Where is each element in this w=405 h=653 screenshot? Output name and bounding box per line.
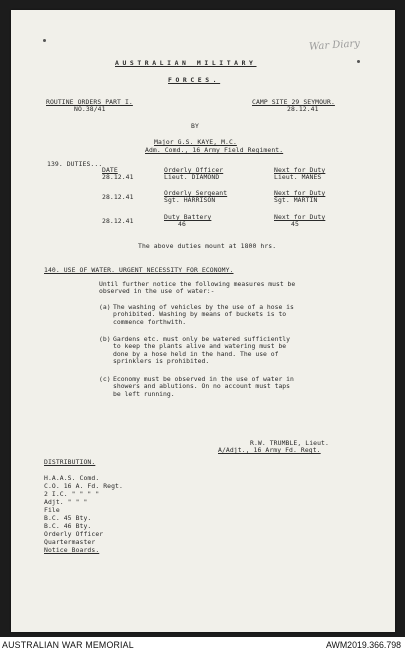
section-140-intro: Until further notice the following measures must be observed in the use of water:- (99, 280, 296, 296)
orders-date: 28.12.41 (287, 105, 319, 113)
item-marker: (a) (99, 303, 111, 311)
duty-row-next: Sgt. MARTIN (274, 196, 318, 204)
section-140-heading: 140. USE OF WATER. URGENT NECESSITY FOR ECONOMY. (44, 266, 234, 274)
duty-row-name: 46 (178, 220, 186, 228)
signature-appointment: A/Adjt., 16 Army Fd. Regt. (218, 446, 321, 454)
item-text: Economy must be observed in the use of water in showers and ablutions. On no account must taps be left running. (113, 375, 294, 398)
distribution-heading: DISTRIBUTION. (44, 458, 96, 466)
punch-hole-mark (43, 39, 46, 42)
distribution-entry: B.C. 46 Bty. (44, 522, 92, 530)
duty-row-name: Lieut. DIAMOND (164, 173, 220, 181)
handwritten-note: War Diary (308, 38, 361, 53)
distribution-entry: B.C. 45 Bty. (44, 514, 92, 522)
column-date: DATE (102, 166, 118, 174)
column-duty-battery: Duty Battery (164, 213, 212, 221)
column-next-for-duty: Next for Duty (274, 189, 326, 197)
distribution-entry: File (44, 506, 60, 514)
column-orderly-sergeant: Orderly Sergeant (164, 189, 228, 197)
distribution-entry: Notice Boards. (44, 546, 100, 554)
duties-footnote: The above duties mount at 1800 hrs. (138, 242, 277, 250)
duty-row-date: 28.12.41 (102, 193, 134, 201)
footer-accession-number: AWM2019.366.798 (326, 640, 401, 650)
duty-row-next: 45 (291, 220, 299, 228)
orders-title: ROUTINE ORDERS PART I. (46, 98, 133, 106)
duty-row-next: Lieut. MANES (274, 173, 322, 181)
by-label: BY (191, 122, 199, 130)
distribution-entry: Adjt. " " " (44, 498, 88, 506)
authorising-appointment: Adm. Comd., 16 Army Field Regiment. (145, 146, 284, 154)
item-marker: (c) (99, 375, 111, 383)
footer-institution: AUSTRALIAN WAR MEMORIAL (2, 640, 134, 650)
orders-number: NO.38/41 (74, 105, 106, 113)
item-text: Gardens etc. must only be watered sufficiently to keep the plants alive and watering must be done by a hose held in the hand. The use of sprinklers is prohibited. (113, 335, 290, 366)
orders-location: CAMP SITE 29 SEYMOUR. (252, 98, 335, 106)
column-next-for-duty: Next for Duty (274, 213, 326, 221)
column-next-for-duty: Next for Duty (274, 166, 326, 174)
duty-row-name: Sgt. HARRISON (164, 196, 216, 204)
distribution-entry: Quartermaster (44, 538, 96, 546)
section-139-heading: 139. DUTIES... (47, 160, 103, 168)
distribution-entry: H.A.A.S. Comd. (44, 474, 100, 482)
distribution-entry: 2 I.C. " " " " (44, 490, 100, 498)
document-page (11, 10, 395, 632)
item-marker: (b) (99, 335, 111, 343)
header-title: AUSTRALIAN MILITARY (115, 59, 257, 67)
distribution-entry: C.O. 16 A. Fd. Regt. (44, 482, 123, 490)
distribution-entry: Orderly Officer (44, 530, 104, 538)
header-subtitle: FORCES. (168, 76, 221, 84)
column-orderly-officer: Orderly Officer (164, 166, 224, 174)
duty-row-date: 28.12.41 (102, 173, 134, 181)
authorising-officer: Major G.S. KAYE, M.C. (154, 138, 237, 146)
signature-name: R.W. TRUMBLE, Lieut. (250, 439, 329, 447)
footer-bar (0, 637, 405, 653)
punch-hole-mark (357, 60, 360, 63)
item-text: The washing of vehicles by the use of a hose is prohibited. Washing by means of buckets is to commence forthwith. (113, 303, 294, 326)
duty-row-date: 28.12.41 (102, 217, 134, 225)
